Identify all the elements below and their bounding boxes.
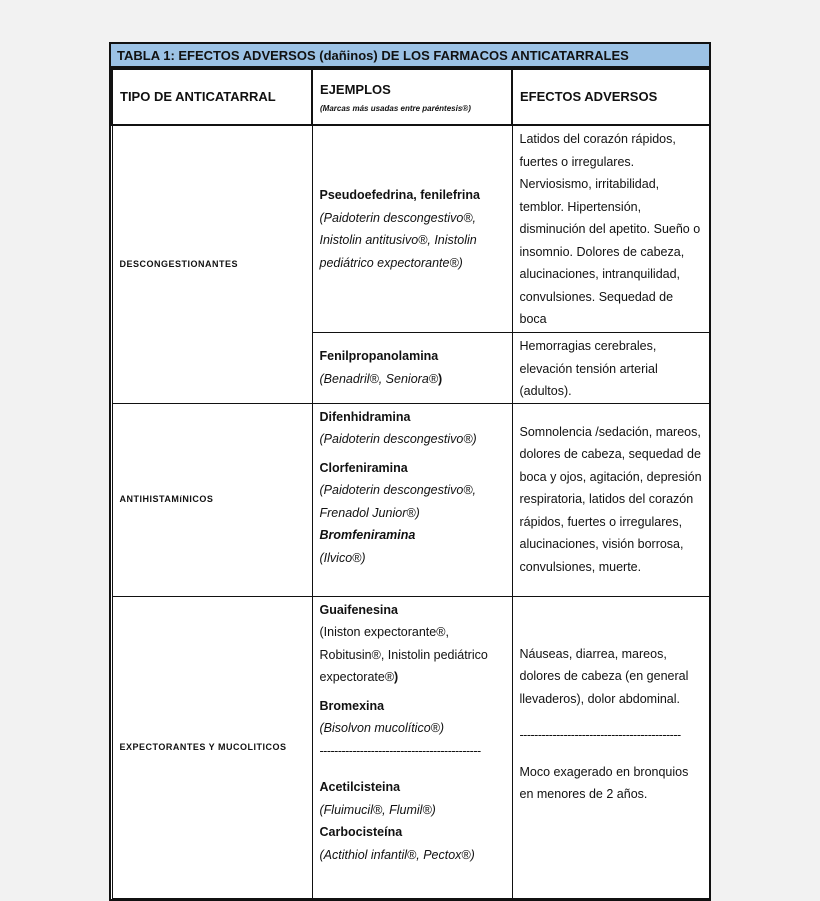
drug-name: Acetilcisteina — [319, 780, 401, 794]
examples-cell — [312, 596, 512, 898]
effects-cell — [512, 596, 710, 898]
dashed-separator: -------------------------------------------- — [519, 728, 681, 742]
drug-name: Bromfeniramina — [319, 528, 416, 542]
brand-list: (Actithiol infantil®, Pectox®) — [319, 847, 475, 862]
type-antihistaminicos: ANTIHISTAMíNICOS — [112, 403, 312, 596]
examples-cell — [312, 403, 512, 596]
examples-cell — [312, 333, 512, 404]
spacer — [520, 747, 703, 761]
effects-text: Náuseas, diarrea, mareos, dolores de cabeza (en general llevaderos), dolor abdominal. — [519, 646, 689, 706]
adverse-effects-table-container — [109, 42, 711, 901]
brand-list-close: ) — [394, 670, 399, 684]
header-examples-note: (Marcas más usadas entre paréntesis®) — [320, 104, 471, 114]
spacer — [320, 762, 505, 776]
drug-name: Fenilpropanolamina — [319, 349, 439, 364]
header-examples — [312, 69, 512, 125]
brand-list — [320, 621, 505, 689]
effects-cell: Hemorragias cerebrales, elevación tensión arterial (adultos). — [512, 333, 710, 404]
drug-name: Difenhidramina — [319, 409, 411, 424]
table-row — [112, 403, 710, 596]
brand-list — [320, 368, 505, 391]
type-descongestionantes: DESCONGESTIONANTES — [112, 125, 312, 403]
dashed-separator: -------------------------------------------- — [319, 743, 481, 758]
brand-list: (Fluimucil®, Flumil®) — [319, 802, 436, 817]
drug-name: Clorfeniramina — [319, 460, 408, 475]
table-row — [112, 125, 710, 333]
drug-name: Guaifenesina — [319, 602, 398, 617]
brand-list-text: (Iniston expectorante®, Robitusin®, Inistolin pediátrico expectorate® — [319, 625, 488, 684]
table-title: TABLA 1: EFECTOS ADVERSOS (dañinos) DE LOS FARMACOS ANTICATARRALES — [111, 44, 709, 68]
header-examples-label: EJEMPLOS — [320, 81, 391, 97]
brand-list: (Bisolvon mucolítico®) — [319, 721, 445, 735]
brand-list: (Paidoterin descongestivo®) — [319, 432, 477, 446]
drug-name: Carbocisteína — [319, 825, 403, 839]
effects-cell: Latidos del corazón rápidos, fuertes o irregulares. Nerviosismo, irritabilidad, temblor. Hipertensión, disminución del apetito. Sueño o insomnio. Dolores de cabeza, alucinaciones, intranquilidad, convulsiones. Sequedad de boca — [512, 125, 710, 333]
examples-cell — [312, 125, 512, 333]
effects-cell: Somnolencia /sedación, mareos, dolores de cabeza, sequedad de boca y ojos, agitación, depresión respiratoria, latidos del corazón rápidos, fuertes o irregulares, alucinaciones, visión borrosa, convulsiones, muerte. — [512, 403, 710, 596]
drug-name: Bromexina — [319, 698, 385, 713]
table-row — [112, 596, 710, 898]
brand-list: (Paidoterin descongestivo®, Inistolin antitusivo®, Inistolin pediátrico expectorante®) — [319, 210, 477, 270]
table-header-row — [112, 69, 710, 125]
adverse-effects-table — [111, 68, 711, 899]
brand-list: (Paidoterin descongestivo®, Frenadol Junior®) — [319, 483, 477, 520]
header-type: TIPO DE ANTICATARRAL — [112, 69, 312, 125]
brand-list: (Ilvico®) — [319, 550, 366, 565]
type-expectorantes: EXPECTORANTES Y MUCOLITICOS — [112, 596, 312, 898]
brand-list-close: ) — [437, 371, 443, 386]
effects-text: Moco exagerado en bronquios en menores de 2 años. — [519, 764, 689, 801]
spacer — [520, 710, 703, 724]
brand-list-text: (Benadril®, Seniora® — [319, 371, 438, 386]
header-effects: EFECTOS ADVERSOS — [512, 69, 710, 125]
drug-name: Pseudoefedrina, fenilefrina — [319, 188, 480, 202]
